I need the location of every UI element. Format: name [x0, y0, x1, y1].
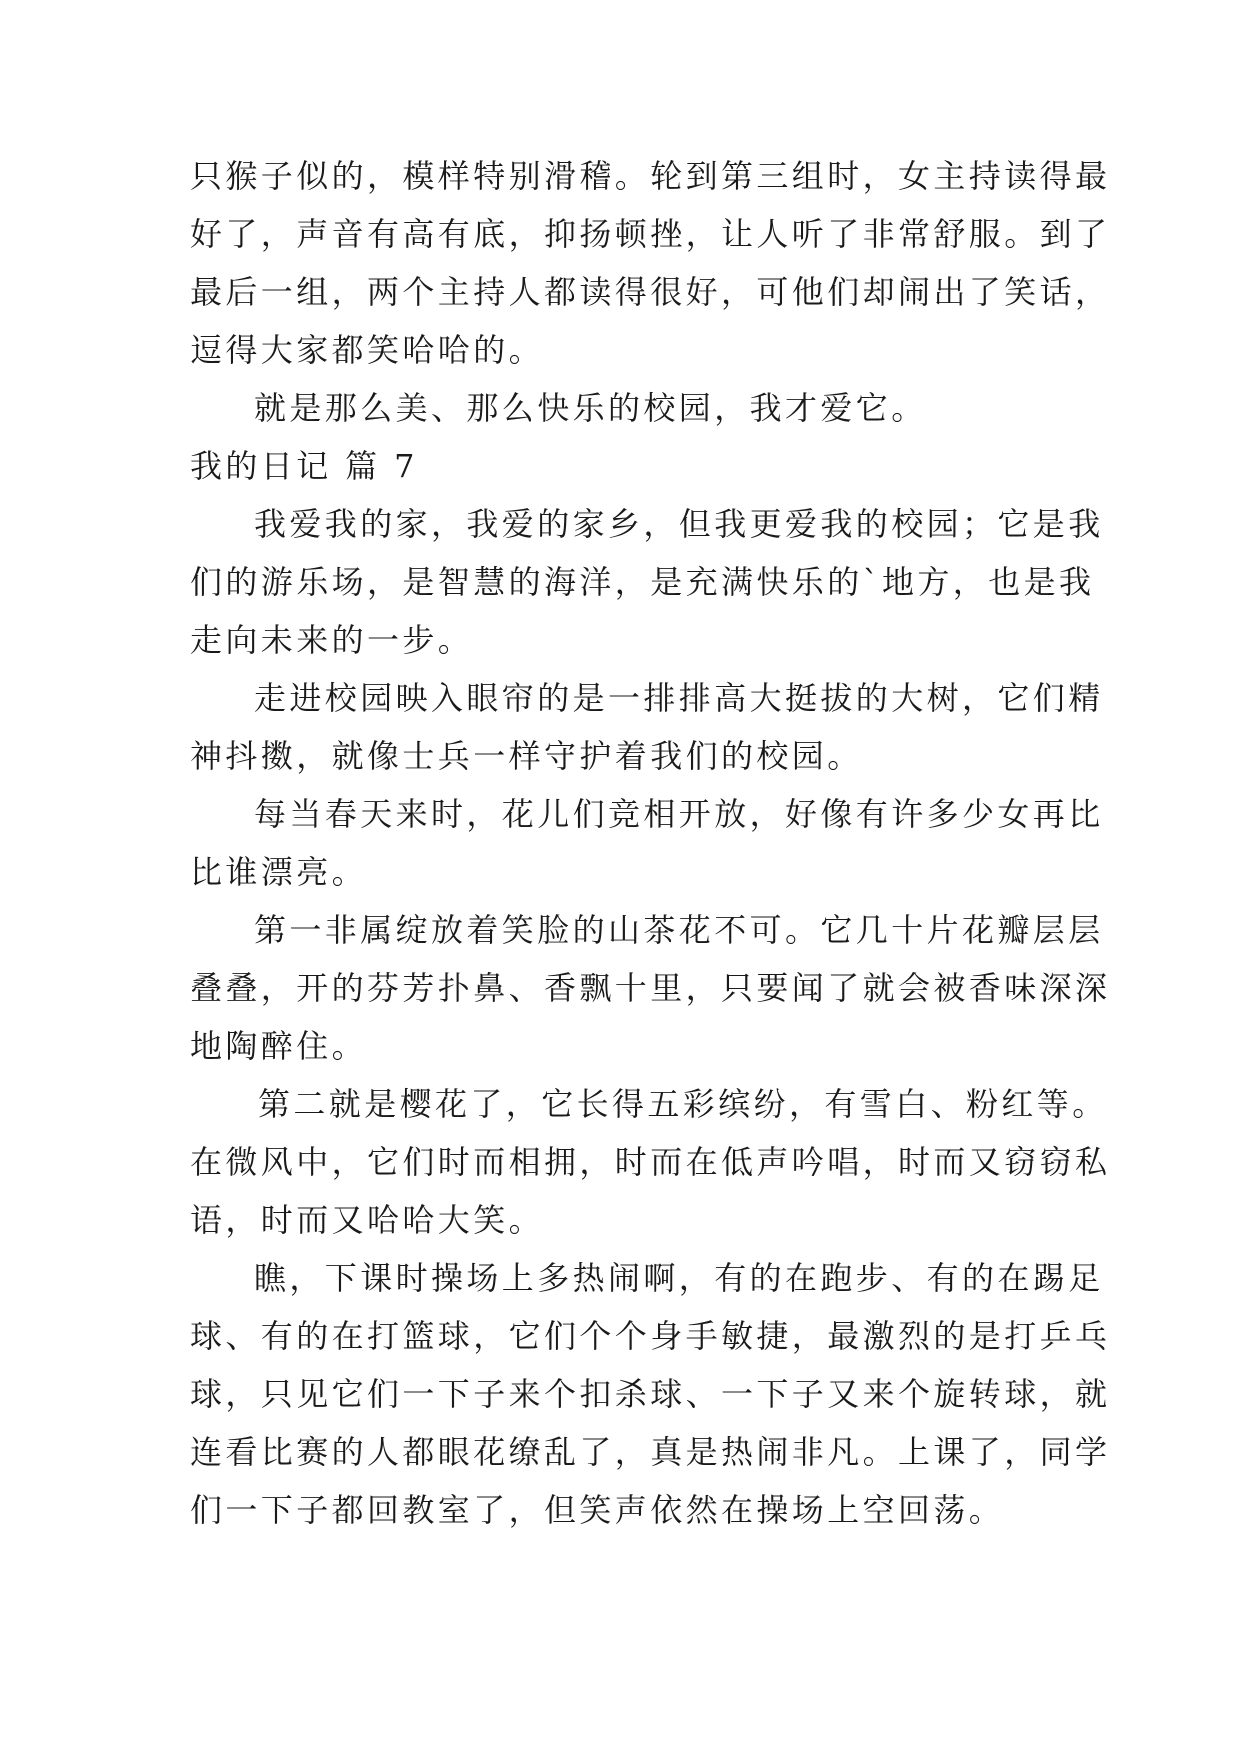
text-line: 叠叠，开的芬芳扑鼻、香飘十里，只要闻了就会被香味深深: [190, 969, 1111, 1007]
text-line: 神抖擞，就像士兵一样守护着我们的校园。: [190, 737, 863, 775]
text-line: 只猴子似的，模样特别滑稽。轮到第三组时，女主持读得最: [190, 157, 1111, 195]
text-line: 第二就是樱花了，它长得五彩缤纷，有雪白、粉红等。: [258, 1085, 1108, 1123]
text-line: 我爱我的家，我爱的家乡，但我更爱我的校园；它是我: [254, 505, 1104, 543]
text-line: 球，只见它们一下子来个扣杀球、一下子又来个旋转球，就: [190, 1375, 1111, 1413]
text-line: 们的游乐场，是智慧的海洋，是充满快乐的`地方，也是我: [190, 563, 1095, 601]
text-line: 最后一组，两个主持人都读得很好，可他们却闹出了笑话，: [190, 273, 1111, 311]
text-line: 在微风中，它们时而相拥，时而在低声吟唱，时而又窃窃私: [190, 1143, 1111, 1181]
text-line: 比谁漂亮。: [190, 853, 368, 891]
text-line: 们一下子都回教室了，但笑声依然在操场上空回荡。: [190, 1491, 1005, 1529]
text-line: 第一非属绽放着笑脸的山茶花不可。它几十片花瓣层层: [254, 911, 1104, 949]
text-line: 球、有的在打篮球，它们个个身手敏捷，最激烈的是打乒乓: [190, 1317, 1111, 1355]
text-line: 走向未来的一步。: [190, 621, 474, 659]
text-line: 每当春天来时，花儿们竞相开放，好像有许多少女再比: [254, 795, 1104, 833]
text-line: 走进校园映入眼帘的是一排排高大挺拔的大树，它们精: [254, 679, 1104, 717]
text-line: 地陶醉住。: [190, 1027, 368, 1065]
text-line: 好了，声音有高有底，抑扬顿挫，让人听了非常舒服。到了: [190, 215, 1111, 253]
text-line: 语，时而又哈哈大笑。: [190, 1201, 545, 1239]
section-heading: 我的日记 篇 7: [190, 447, 418, 485]
text-line: 逗得大家都笑哈哈的。: [190, 331, 545, 369]
text-line: 瞧，下课时操场上多热闹啊，有的在跑步、有的在踢足: [254, 1259, 1104, 1297]
text-line: 就是那么美、那么快乐的校园，我才爱它。: [254, 389, 927, 427]
text-line: 连看比赛的人都眼花缭乱了，真是热闹非凡。上课了，同学: [190, 1433, 1111, 1471]
